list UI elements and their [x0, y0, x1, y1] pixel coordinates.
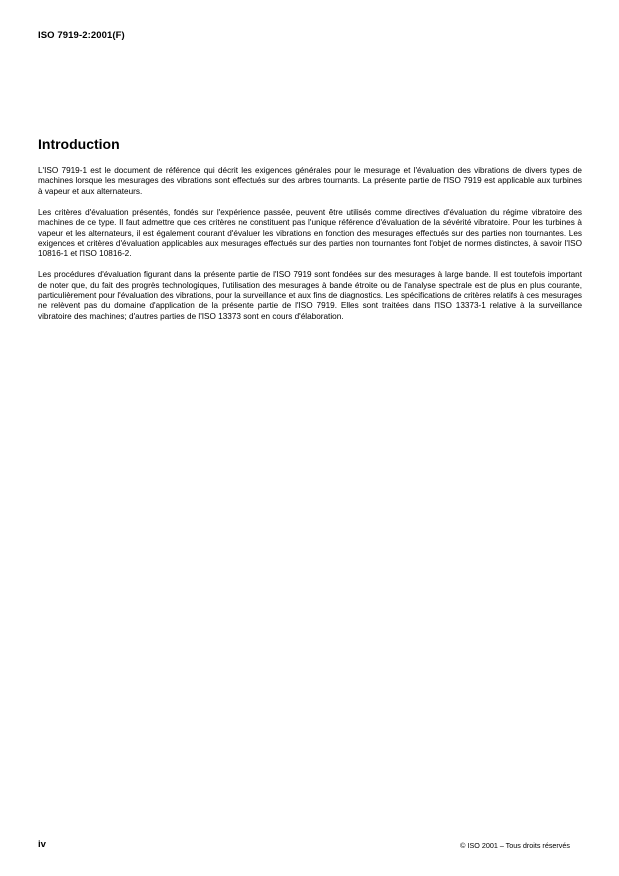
copyright-notice: © ISO 2001 – Tous droits réservés [460, 841, 570, 850]
paragraph: Les critères d'évaluation présentés, fondés sur l'expérience passée, peuvent être utilisés comme directives d'évaluation du régime vibratoire des machines de ce type. Il faut admettre que ces critères ne constituent pas l'unique référence d'évaluation de la sévérité vibratoire. Pour les turbines à vapeur et les alternateurs, il est également courant d'évaluer les vibrations en fonction des mesurages effectués sur des parties non tournantes. Les exigences et critères d'évaluation applicables aux mesurages effectués sur des parties non tournantes font l'objet de normes distinctes, à savoir l'ISO 10816-1 et l'ISO 10816-2. [38, 207, 582, 259]
section-body [38, 166, 582, 333]
paragraph: Les procédures d'évaluation figurant dans la présente partie de l'ISO 7919 sont fondées sur des mesurages à large bande. Il est toutefois important de noter que, du fait des progrès technologiques, l'utilisation des mesurages à bande étroite ou de l'analyse spectrale est de plus en plus courante, particulièrement pour l'évaluation des vibrations, pour la surveillance et aux fins de diagnostics. Les spécifications de critères relatifs à ces mesurages ne relèvent pas du domaine d'application de la présente partie de l'ISO 7919. Elles sont traitées dans l'ISO 13373-1 relative à la surveillance vibratoire des machines; d'autres parties de l'ISO 13373 sont en cours d'élaboration. [38, 270, 582, 321]
paragraph: L'ISO 7919-1 est le document de référence qui décrit les exigences générales pour le mesurage et l'évaluation des vibrations de divers types de machines lorsque les mesurages des vibrations sont effectués sur des arbres tournants. La présente partie de l'ISO 7919 est applicable aux turbines à vapeur et aux alternateurs. [38, 166, 582, 196]
page-number: iv [38, 839, 46, 850]
section-title: Introduction [38, 136, 120, 152]
document-id: ISO 7919-2:2001(F) [38, 30, 125, 41]
